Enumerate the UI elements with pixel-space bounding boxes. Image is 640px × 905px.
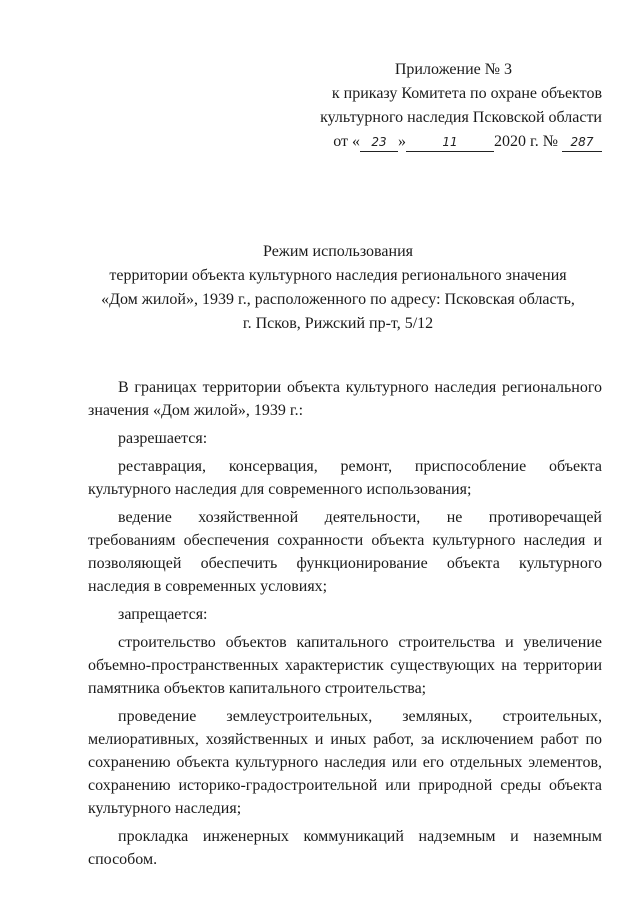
title-line-1: Режим использования — [263, 243, 413, 260]
document-body — [88, 376, 602, 876]
title-line-2: территории объекта культурного наследия регионального значения — [109, 267, 567, 284]
paragraph-allowed-heading: разрешается: — [118, 430, 208, 447]
date-prefix: от « — [333, 133, 360, 150]
paragraph-intro: В границах территории объекта культурного наследия регионального значения «Дом жилой», 1939 г.: — [88, 379, 602, 419]
paragraph-forbidden-2: проведение землеустроительных, земляных, строительных, мелиоративных, хозяйственных и иных работ, за исключением работ по сохранению объекта культурного наследия или его отдельных элементов, сохранению историко-градостроительной или природной среды объекта культурного наследия; — [88, 708, 602, 817]
paragraph-allowed-2: ведение хозяйственной деятельности, не противоречащей требованиям обеспечения сохранности объекта культурного наследия и позволяющей обеспечить функционирование объекта культурного наследия в современных условиях; — [88, 509, 602, 595]
date-year: 2020 г. № — [493, 133, 558, 150]
title-line-4: г. Псков, Рижский пр-т, 5/12 — [242, 315, 434, 332]
appendix-committee: культурного наследия Псковской области — [320, 109, 602, 126]
paragraph-forbidden-1: строительство объектов капитального строительства и увеличение объемно-пространственных характеристик существующих на территории памятника объектов капитального строительства; — [88, 634, 602, 697]
appendix-date-line — [302, 130, 602, 154]
title-line-3: «Дом жилой», 1939 г., расположенного по адресу: Псковская область, — [101, 291, 575, 308]
paragraph-forbidden-heading: запрещается: — [118, 606, 208, 623]
order-number-handwritten: 287 — [562, 133, 602, 152]
document-title — [60, 240, 616, 336]
date-month-handwritten: 11 — [406, 133, 494, 152]
appendix-number: Приложение № 3 — [394, 61, 512, 78]
appendix-header — [302, 58, 602, 154]
date-day-handwritten: 23 — [360, 133, 398, 152]
appendix-order-ref: к приказу Комитета по охране объектов — [331, 85, 602, 102]
date-mid: » — [397, 133, 406, 150]
paragraph-forbidden-3: прокладка инженерных коммуникаций надземным и наземным способом. — [88, 828, 602, 868]
paragraph-allowed-1: реставрация, консервация, ремонт, приспособление объекта культурного наследия для современного использования; — [88, 458, 602, 498]
